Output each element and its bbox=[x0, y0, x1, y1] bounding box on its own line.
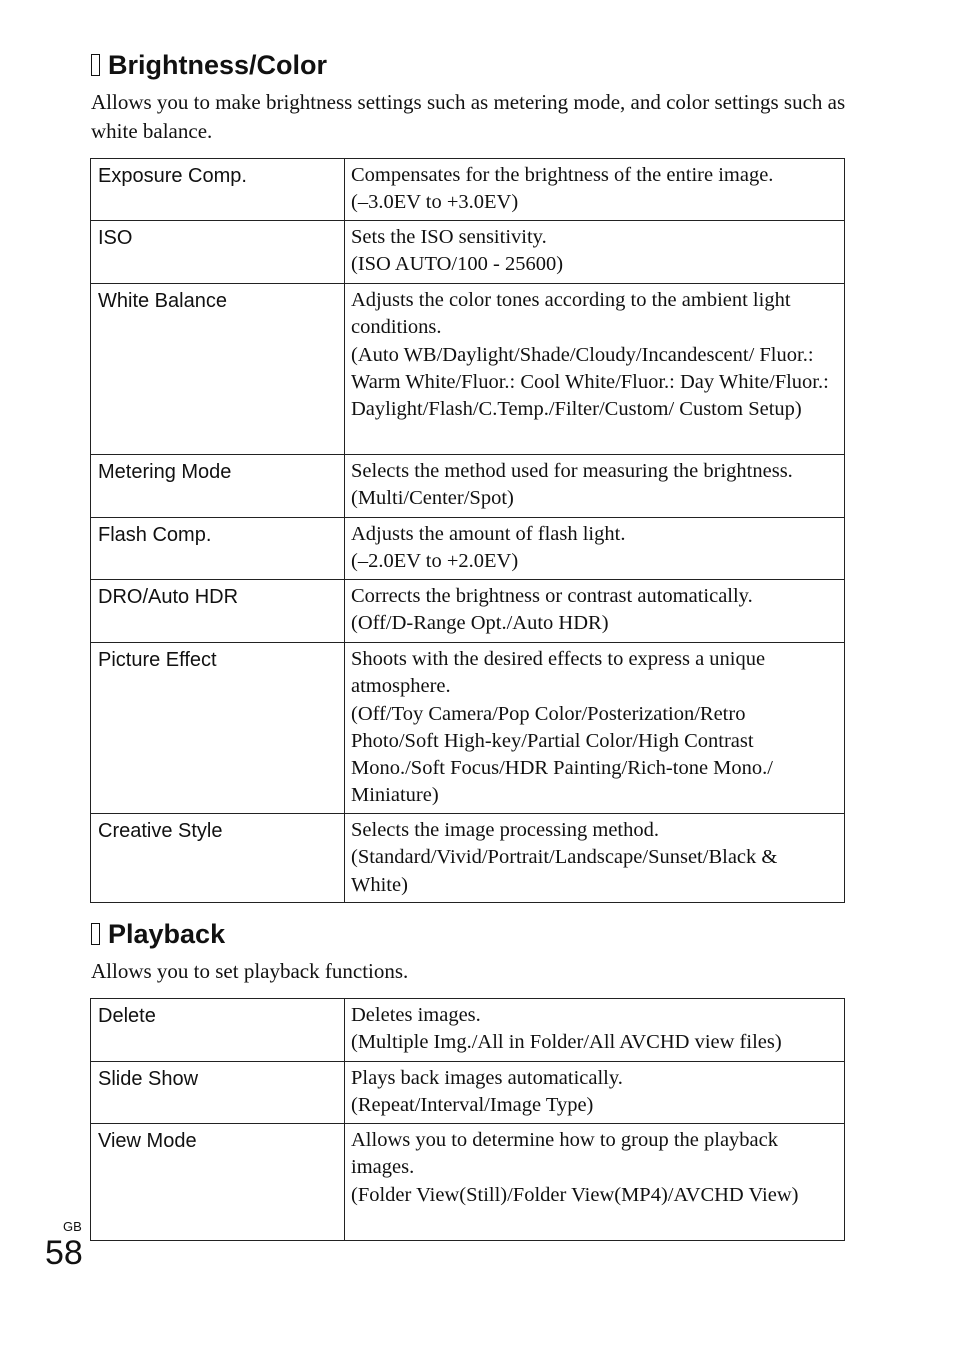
table-row bbox=[91, 159, 845, 221]
setting-name: Delete bbox=[91, 999, 345, 1062]
table-row bbox=[91, 455, 845, 518]
setting-options: (Folder View(Still)/Folder View(MP4)/AVCHD View) bbox=[351, 1183, 799, 1206]
setting-name: DRO/Auto HDR bbox=[91, 580, 345, 643]
setting-description: Adjusts the color tones according to the ambient light conditions. bbox=[351, 289, 791, 339]
setting-name: White Balance bbox=[91, 284, 345, 455]
setting-options: (Standard/Vivid/Portrait/Landscape/Sunset/Black & White) bbox=[351, 846, 778, 896]
table-row bbox=[91, 1062, 845, 1124]
setting-description: Shoots with the desired effects to express a unique atmosphere. bbox=[351, 648, 766, 698]
setting-name: Flash Comp. bbox=[91, 518, 345, 580]
setting-description: Selects the method used for measuring the brightness. bbox=[351, 460, 793, 482]
setting-options: (Multiple Img./All in Folder/All AVCHD view files) bbox=[351, 1031, 782, 1054]
playback-table bbox=[90, 998, 845, 1241]
setting-options: (Multi/Center/Spot) bbox=[351, 487, 514, 510]
setting-description-cell bbox=[345, 580, 845, 643]
table-row bbox=[91, 580, 845, 643]
setting-description-cell bbox=[345, 221, 845, 284]
setting-options: (Auto WB/Daylight/Shade/Cloudy/Incandescent/ Fluor.: Warm White/Fluor.: Cool White/Fluor.: Day White/Fluor.: Daylight/Flash/C.Temp./Filter/Custom/ Custom Setup) bbox=[351, 343, 829, 421]
setting-description-cell bbox=[345, 643, 845, 814]
setting-options: (Repeat/Interval/Image Type) bbox=[351, 1094, 594, 1117]
table-row bbox=[91, 284, 845, 455]
playback-heading bbox=[91, 918, 225, 950]
setting-description: Corrects the brightness or contrast automatically. bbox=[351, 585, 753, 607]
region-label: GB bbox=[63, 1219, 82, 1234]
setting-options: (ISO AUTO/100 - 25600) bbox=[351, 253, 564, 276]
setting-name: Metering Mode bbox=[91, 455, 345, 518]
table-row bbox=[91, 518, 845, 580]
page-number: 58 bbox=[45, 1234, 83, 1272]
setting-name: Creative Style bbox=[91, 814, 345, 903]
setting-description: Plays back images automatically. bbox=[351, 1067, 623, 1089]
setting-description-cell bbox=[345, 159, 845, 221]
setting-description: Compensates for the brightness of the entire image. bbox=[351, 164, 774, 186]
brightness-color-title: Brightness/Color bbox=[108, 50, 328, 80]
setting-name: Exposure Comp. bbox=[91, 159, 345, 221]
setting-description: Deletes images. bbox=[351, 1004, 481, 1026]
brightness-color-intro: Allows you to make brightness settings such as metering mode, and color settings such as white balance. bbox=[91, 90, 846, 143]
heading-marker-icon bbox=[91, 923, 100, 945]
setting-description-cell bbox=[345, 999, 845, 1062]
setting-name: ISO bbox=[91, 221, 345, 284]
setting-description-cell bbox=[345, 518, 845, 580]
setting-options: (–2.0EV to +2.0EV) bbox=[351, 550, 519, 573]
brightness-color-heading bbox=[91, 49, 327, 81]
setting-description: Adjusts the amount of flash light. bbox=[351, 523, 626, 545]
table-row bbox=[91, 814, 845, 903]
setting-description: Allows you to determine how to group the playback images. bbox=[351, 1129, 778, 1179]
setting-description: Selects the image processing method. bbox=[351, 819, 659, 841]
setting-description-cell bbox=[345, 1124, 845, 1241]
playback-intro: Allows you to set playback functions. bbox=[91, 959, 409, 983]
setting-name: View Mode bbox=[91, 1124, 345, 1241]
setting-name: Slide Show bbox=[91, 1062, 345, 1124]
brightness-color-table bbox=[90, 158, 845, 903]
setting-description: Sets the ISO sensitivity. bbox=[351, 226, 547, 248]
setting-description-cell bbox=[345, 1062, 845, 1124]
table-row bbox=[91, 643, 845, 814]
table-row bbox=[91, 1124, 845, 1241]
table-row bbox=[91, 999, 845, 1062]
setting-options: (Off/Toy Camera/Pop Color/Posterization/Retro Photo/Soft High-key/Partial Color/High Contrast Mono./Soft Focus/HDR Painting/Rich-tone Mono./ Miniature) bbox=[351, 702, 773, 807]
table-row bbox=[91, 221, 845, 284]
setting-options: (Off/D-Range Opt./Auto HDR) bbox=[351, 612, 609, 635]
setting-description-cell bbox=[345, 455, 845, 518]
heading-marker-icon bbox=[91, 54, 100, 76]
setting-description-cell bbox=[345, 284, 845, 455]
setting-name: Picture Effect bbox=[91, 643, 345, 814]
playback-title: Playback bbox=[108, 919, 226, 949]
setting-options: (–3.0EV to +3.0EV) bbox=[351, 191, 519, 214]
setting-description-cell bbox=[345, 814, 845, 903]
